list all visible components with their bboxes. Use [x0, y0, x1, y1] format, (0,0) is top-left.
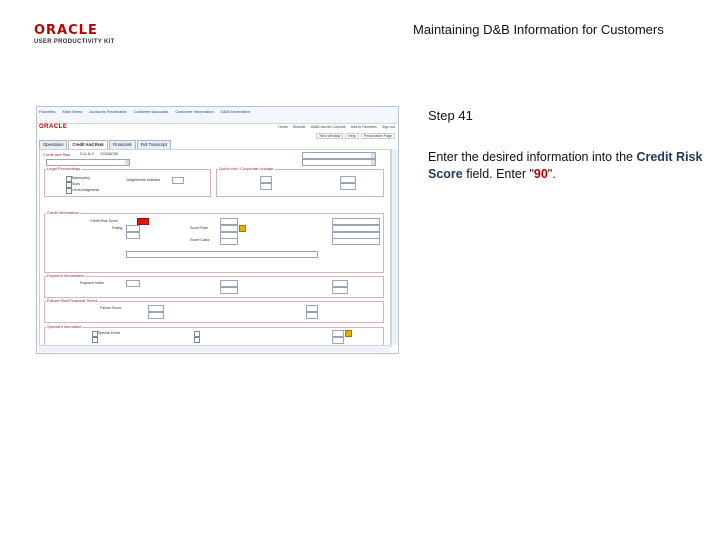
payment-field-4[interactable]	[332, 280, 348, 287]
tab-credit-and-risk[interactable]: Credit And Risk	[68, 140, 107, 149]
judgements-label: Judgements Indicator	[126, 178, 161, 182]
special-checkbox-2[interactable]	[92, 337, 98, 343]
tab-operations[interactable]: Operations	[39, 140, 67, 149]
page-tools	[314, 134, 395, 138]
payment-index-label: Payment Index	[80, 281, 104, 285]
failure-field-4[interactable]	[306, 312, 318, 319]
failure-box	[44, 301, 384, 323]
payment-field-5[interactable]	[332, 287, 348, 294]
instruction-mid: field. Enter "	[462, 167, 534, 181]
quick-field-1[interactable]	[260, 176, 272, 183]
instruction-field-name: Credit Risk Score	[428, 150, 703, 181]
horizontal-scrollbar[interactable]	[39, 345, 389, 352]
duns-label: D-U-N-S	[80, 152, 94, 156]
address-select[interactable]	[302, 159, 376, 166]
instruction-prefix: Enter the desired information into the	[428, 150, 637, 164]
logo-brand: ORACLE	[34, 23, 98, 38]
score-rate-label: Score Rate	[190, 226, 208, 230]
failure-field-2[interactable]	[148, 312, 164, 319]
special-field-2[interactable]	[332, 337, 344, 344]
step-number: Step 41	[428, 108, 473, 123]
special-event-label: Special Event	[98, 331, 120, 335]
menu-home[interactable]: Home	[278, 125, 288, 129]
score-rate-field[interactable]	[220, 225, 238, 232]
failure-score-label: Failure Score	[100, 306, 122, 310]
quick-field-3[interactable]	[340, 176, 356, 183]
page-tabs	[39, 140, 172, 149]
score-class-field[interactable]	[220, 238, 238, 245]
payment-field-2[interactable]	[220, 280, 238, 287]
menu-sign-out[interactable]: Sign out	[381, 125, 395, 129]
help-link[interactable]: Help	[345, 133, 358, 139]
app-screenshot	[36, 106, 399, 354]
credit-field-6[interactable]	[332, 218, 380, 225]
quick-box	[216, 169, 384, 197]
failure-field-1[interactable]	[148, 305, 164, 312]
section-quick: Quick Info / Corporate Linkage	[219, 166, 274, 171]
rating-field[interactable]	[126, 225, 140, 232]
comment-field[interactable]	[126, 251, 318, 258]
calendar-icon[interactable]	[345, 330, 352, 337]
menu-multichannel[interactable]: MultiChannel Console	[310, 125, 346, 129]
section-credit-risk: Credit and Risk	[43, 152, 71, 157]
payment-field-1[interactable]	[126, 280, 140, 287]
breadcrumb	[39, 109, 257, 114]
logo-product: USER PRODUCTIVITY KIT	[34, 39, 115, 45]
credit-field-9[interactable]	[332, 238, 380, 245]
special-checkbox-4[interactable]	[194, 337, 200, 343]
judgements-field[interactable]	[172, 177, 184, 184]
section-failure: Failure Risk/Financial Stress	[47, 298, 98, 303]
menu-worklist[interactable]: Worklist	[292, 125, 306, 129]
customer-select[interactable]	[46, 159, 130, 166]
crumb-accounts-receivable[interactable]: Accounts Receivable	[89, 109, 127, 114]
tab-financials[interactable]: Financials	[109, 140, 136, 149]
credit-field-7[interactable]	[332, 225, 380, 232]
app-topbar	[37, 107, 398, 124]
oracle-upk-logo	[34, 23, 134, 45]
special-field-1[interactable]	[332, 330, 344, 337]
crumb-dnb-information[interactable]: D&B Information	[220, 109, 251, 114]
duns-value: 123456789	[100, 152, 118, 156]
credit-field-3[interactable]	[126, 232, 140, 239]
crumb-customer-accounts[interactable]: Customer Accounts	[133, 109, 169, 114]
app-brand-logo: ORACLE	[39, 124, 68, 130]
credit-field-4[interactable]	[220, 218, 238, 225]
failure-field-3[interactable]	[306, 305, 318, 312]
section-special: Special Information	[47, 324, 82, 329]
instruction-value: 90	[533, 167, 548, 181]
payment-field-3[interactable]	[220, 287, 238, 294]
app-menu	[273, 125, 395, 129]
instruction-suffix: ".	[547, 167, 556, 181]
credit-risk-score-label: Credit Risk Score	[90, 219, 118, 223]
credit-risk-score-field[interactable]	[137, 218, 149, 225]
section-credit: Credit Information	[47, 210, 79, 215]
form-frame	[39, 149, 391, 347]
header-select[interactable]	[302, 152, 376, 159]
section-payment: Payment Information	[47, 273, 84, 278]
quick-field-4[interactable]	[340, 183, 356, 190]
section-legal: Legal Proceedings	[47, 166, 81, 171]
quick-field-2[interactable]	[260, 183, 272, 190]
step-instruction	[428, 149, 708, 183]
crumb-customer-information[interactable]: Customer Information	[175, 109, 214, 114]
bankruptcy-label: Bankruptcy	[72, 176, 90, 180]
suits-label: Suits	[72, 182, 80, 186]
crumb-favorites[interactable]: Favorites	[39, 109, 56, 114]
new-window-link[interactable]: New Window	[316, 133, 343, 139]
vertical-scrollbar[interactable]	[391, 149, 398, 345]
score-class-label: Score Class	[190, 238, 210, 242]
document-title: Maintaining D&B Information for Customers	[413, 22, 664, 37]
tab-full-transcript[interactable]: Full Transcript	[137, 140, 171, 149]
rating-label: Rating	[112, 226, 123, 230]
lookup-icon[interactable]	[239, 225, 246, 232]
liens-label: Liens/Judgments	[72, 188, 100, 192]
personalize-link[interactable]: Personalize Page	[361, 133, 395, 139]
menu-add-favorites[interactable]: Add to Favorites	[350, 125, 377, 129]
crumb-main-menu[interactable]: Main Menu	[62, 109, 83, 114]
